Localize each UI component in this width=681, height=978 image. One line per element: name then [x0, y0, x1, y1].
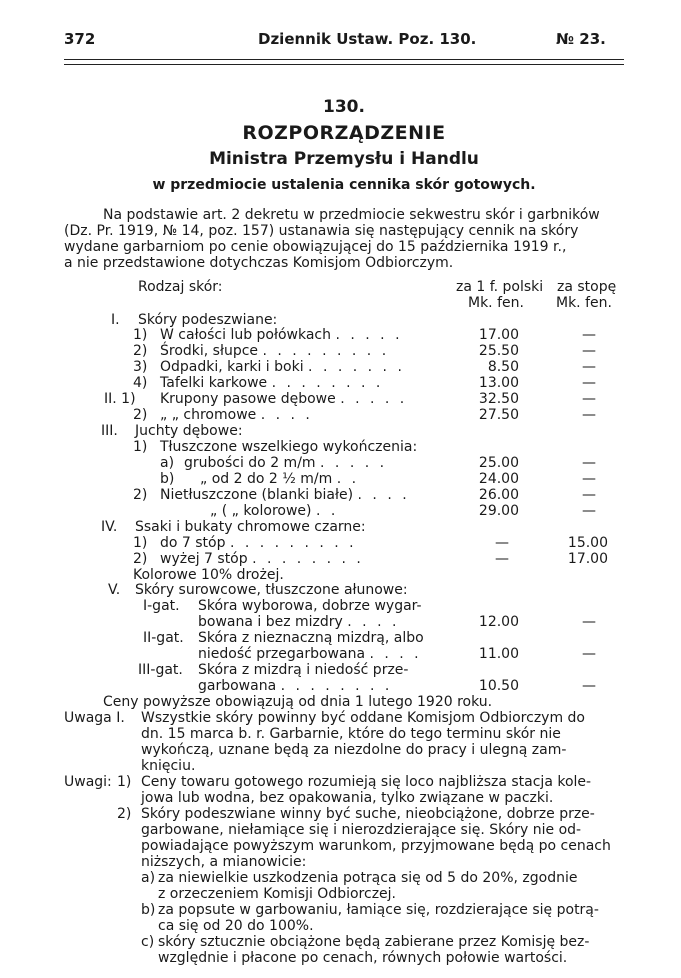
row-label: Juchty dębowe:: [135, 423, 243, 439]
row-label: [160, 487, 410, 503]
note-line: knięciu.: [141, 758, 196, 774]
row-number: V.: [108, 582, 121, 598]
row-text: Nietłuszczone (blanki białe): [160, 487, 354, 503]
issue-number: № 23.: [556, 30, 606, 48]
row-label: [210, 503, 338, 519]
price-per-foot: —: [582, 678, 596, 694]
intro-line: a nie przedstawione dotychczas Komisjom Odbiorczym.: [64, 255, 454, 271]
leader-dots: . . . .: [357, 487, 410, 503]
row-number: 2): [133, 551, 148, 567]
note-line: z orzeczeniem Komisji Odbiorczej.: [158, 886, 396, 902]
grade-description: [198, 646, 422, 662]
grade-description: [198, 678, 392, 694]
validity-note: Ceny powyższe obowiązują od dnia 1 lutego 1920 roku.: [103, 694, 493, 710]
row-label: [160, 359, 405, 375]
intro-line: (Dz. Pr. 1919, № 14, poz. 157) ustanawia się następujący cennik na skóry: [64, 223, 579, 239]
intro-line: Na podstawie art. 2 dekretu w przedmiocie sekwestru skór i garbników: [103, 207, 600, 223]
leader-dots: . . . . . . . .: [271, 375, 384, 391]
leader-dots: . . . . . . . .: [252, 551, 364, 567]
sub-item-label: a): [141, 870, 156, 886]
price-per-pound: 27.50: [478, 407, 519, 423]
row-label: Ssaki i bukaty chromowe czarne:: [135, 519, 366, 535]
leader-dots: . .: [336, 471, 360, 487]
row-number: II. 1): [104, 391, 136, 407]
price-per-pound: 8.50: [487, 359, 519, 375]
intro-line: wydane garbarniom po cenie obowiązującej do 15 października 1919 r.,: [64, 239, 567, 255]
row-label: Skóry podeszwiane:: [138, 312, 278, 328]
grade-description: Skóra z nieznaczną mizdrą, albo: [198, 630, 424, 646]
row-number: 1): [133, 535, 148, 551]
price-per-foot: 17.00: [567, 551, 608, 567]
grade-label: III-gat.: [138, 662, 183, 678]
act-number: 130.: [323, 97, 365, 117]
price-per-foot: —: [582, 407, 596, 423]
leader-dots: . . . . .: [340, 391, 408, 407]
row-number: a): [160, 455, 175, 471]
note-line: Skóry podeszwiane winny być suche, nieobciążone, dobrze prze-: [141, 806, 595, 822]
price-per-foot: —: [582, 375, 596, 391]
issuing-ministry: Ministra Przemysłu i Handlu: [209, 149, 479, 169]
price-per-foot: —: [582, 503, 596, 519]
grade-description: [198, 614, 399, 630]
note-line: wykończą, uznane będą za niezdolne do pracy i ulegną zam-: [141, 742, 567, 758]
price-per-foot: —: [582, 391, 596, 407]
header-rule-thin: [64, 64, 624, 65]
sub-item-label: c): [141, 934, 155, 950]
grade-label: I-gat.: [143, 598, 180, 614]
sub-item-label: b): [141, 902, 156, 918]
row-text: wyżej 7 stóp: [160, 551, 248, 567]
row-number: III.: [101, 423, 118, 439]
grade-label: II-gat.: [143, 630, 184, 646]
note-line: ca się od 20 do 100%.: [158, 918, 314, 934]
price-per-pound: 25.00: [478, 455, 519, 471]
row-number: 2): [133, 343, 148, 359]
row-label: [200, 471, 359, 487]
row-label: [160, 407, 313, 423]
price-per-pound: —: [495, 535, 509, 551]
leader-dots: . . . . .: [320, 455, 388, 471]
leader-dots: . . . . .: [335, 327, 403, 343]
leader-dots: . . . . . . . . .: [229, 535, 357, 551]
row-label: [160, 551, 364, 567]
note-line: garbowane, niełamiące się i nierozdzierające się. Skóry nie od-: [141, 822, 582, 838]
row-text: garbowana: [198, 678, 277, 694]
note-item-number: 2): [117, 806, 132, 822]
column-header-foot-units: Mk. fen.: [556, 295, 612, 311]
note-label: Uwaga I.: [64, 710, 125, 726]
price-per-pound: 13.00: [478, 375, 519, 391]
note-line: za popsute w garbowaniu, łamiące się, rozdzierające się potrą-: [158, 902, 599, 918]
grade-description: Skóra wyborowa, dobrze wygar-: [198, 598, 422, 614]
price-per-pound: 17.00: [478, 327, 519, 343]
act-kind: ROZPORZĄDZENIE: [242, 122, 446, 144]
header-rule: [64, 59, 624, 60]
note-line: Wszystkie skóry powinny być oddane Komisjom Odbiorczym do: [141, 710, 586, 726]
row-text: „ od 2 do 2 ½ m/m: [200, 471, 333, 487]
row-number: b): [160, 471, 175, 487]
price-per-foot: —: [582, 327, 596, 343]
note-line: jowa lub wodna, bez opakowania, tylko związane w paczki.: [141, 790, 554, 806]
price-per-pound: 10.50: [478, 678, 519, 694]
note-line: skóry sztucznie obciążone będą zabierane przez Komisję bez-: [158, 934, 590, 950]
note-line: względnie i płacone po cenach, równych połowie wartości.: [158, 950, 568, 966]
price-per-pound: 11.00: [478, 646, 519, 662]
row-text: Środki, słupce: [160, 343, 259, 359]
leader-dots: . . . . . . . . .: [262, 343, 390, 359]
price-per-pound: 32.50: [478, 391, 519, 407]
price-per-pound: 26.00: [478, 487, 519, 503]
row-text: niedość przegarbowana: [198, 646, 366, 662]
note-item-number: 1): [117, 774, 132, 790]
row-number: 2): [133, 487, 148, 503]
row-label: [160, 535, 357, 551]
column-header-pound-units: Mk. fen.: [468, 295, 524, 311]
price-per-pound: 29.00: [478, 503, 519, 519]
price-per-foot: —: [582, 359, 596, 375]
leader-dots: . . . .: [260, 407, 313, 423]
page-number: 372: [64, 30, 96, 48]
act-subject: w przedmiocie ustalenia cennika skór gotowych.: [152, 177, 536, 193]
leader-dots: . . . . . . . .: [280, 678, 393, 694]
row-text: Odpadki, karki i boki: [160, 359, 304, 375]
leader-dots: . . . .: [347, 614, 400, 630]
row-number: IV.: [101, 519, 118, 535]
row-text: Tafelki karkowe: [160, 375, 268, 391]
row-text: do 7 stóp: [160, 535, 226, 551]
price-per-foot: —: [582, 646, 596, 662]
price-per-pound: 12.00: [478, 614, 519, 630]
row-label: [184, 455, 387, 471]
row-label: Tłuszczone wszelkiego wykończenia:: [160, 439, 418, 455]
row-label: Skóry surowcowe, tłuszczone ałunowe:: [135, 582, 408, 598]
price-per-foot: —: [582, 455, 596, 471]
price-per-foot: —: [582, 343, 596, 359]
row-text: grubości do 2 m/m: [184, 455, 316, 471]
notes-label: Uwagi:: [64, 774, 112, 790]
row-text: „ ( „ kolorowe): [210, 503, 312, 519]
leader-dots: . . . .: [369, 646, 422, 662]
row-text: Krupony pasowe dębowe: [160, 391, 336, 407]
column-header-foot: za stopę: [557, 279, 617, 295]
price-per-foot: —: [582, 614, 596, 630]
row-label: Kolorowe 10% drożej.: [133, 567, 284, 583]
note-line: Ceny towaru gotowego rozumieją się loco najbliższa stacja kole-: [141, 774, 592, 790]
column-header-kind: Rodzaj skór:: [138, 279, 223, 295]
note-line: powiadające powyższym warunkom, przyjmowane będą po cenach: [141, 838, 611, 854]
row-number: 4): [133, 375, 148, 391]
row-number: 3): [133, 359, 148, 375]
row-number: I.: [111, 312, 120, 328]
leader-dots: . . . . . . .: [308, 359, 405, 375]
price-per-pound: 25.50: [478, 343, 519, 359]
price-per-foot: 15.00: [567, 535, 608, 551]
row-number: 1): [133, 327, 148, 343]
journal-reference: Dziennik Ustaw. Poz. 130.: [258, 30, 477, 48]
row-number: 2): [133, 407, 148, 423]
column-header-pound: za 1 f. polski: [456, 279, 544, 295]
leader-dots: . .: [315, 503, 339, 519]
price-per-foot: —: [582, 487, 596, 503]
row-number: 1): [133, 439, 148, 455]
note-line: za niewielkie uszkodzenia potrąca się od 5 do 20%, zgodnie: [158, 870, 578, 886]
row-label: [160, 343, 389, 359]
price-per-pound: —: [495, 551, 509, 567]
row-text: bowana i bez mizdry: [198, 614, 343, 630]
grade-description: Skóra z mizdrą i niedość prze-: [198, 662, 409, 678]
row-label: [160, 391, 407, 407]
price-per-pound: 24.00: [478, 471, 519, 487]
row-label: [160, 327, 403, 343]
note-line: dn. 15 marca b. r. Garbarnie, które do tego terminu skór nie: [141, 726, 561, 742]
row-text: „ „ chromowe: [160, 407, 257, 423]
price-per-foot: —: [582, 471, 596, 487]
note-line: niższych, a mianowicie:: [141, 854, 307, 870]
row-text: W całości lub połówkach: [160, 327, 332, 343]
row-label: [160, 375, 383, 391]
